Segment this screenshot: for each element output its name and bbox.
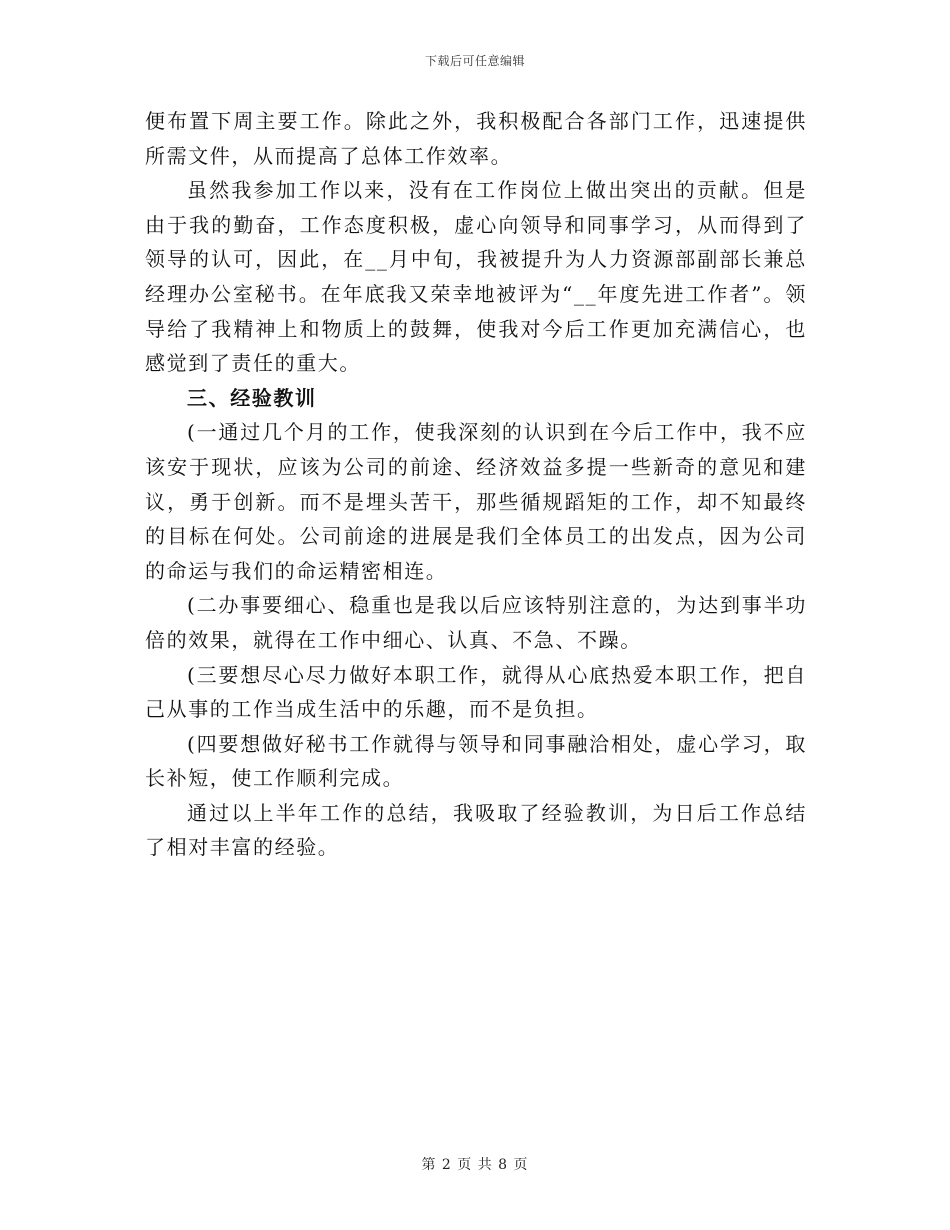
page-number: 第 2 页 共 8 页 xyxy=(421,1157,529,1173)
paragraph-lesson-3: (三要想尽心尽力做好本职工作，就得从心底热爱本职工作，把自己从事的工作当成生活中的乐趣，而不是负担。 xyxy=(145,662,807,722)
paragraph-conclusion: 通过以上半年工作的总结，我吸取了经验教训，为日后工作总结了相对丰富的经验。 xyxy=(145,800,807,860)
section-heading: 三、经验教训 xyxy=(187,385,317,410)
paragraph-lesson-2: (二办事要细心、稳重也是我以后应该特别注意的，为达到事半功倍的效果，就得在工作中细心、认真、不急、不躁。 xyxy=(145,593,807,652)
paragraph-continued: 便布置下周主要工作。除此之外，我积极配合各部门工作，迅速提供所需文件，从而提高了总体工作效率。 xyxy=(145,109,807,168)
header-note: 下载后可任意编辑 xyxy=(424,54,525,68)
paragraph-contribution: 虽然我参加工作以来，没有在工作岗位上做出突出的贡献。但是由于我的勤奋，工作态度积极，虚心向领导和同事学习，从而得到了领导的认可，因此，在__月中旬，我被提升为人力资源部副部长兼总经理办公室秘书。在年底我又荣幸地被评为“__年度先进工作者”。领导给了我精神上和物质上的鼓舞，使我对今后工作更加充满信心，也感觉到了责任的重大。 xyxy=(145,178,807,376)
paragraph-lesson-1: (一通过几个月的工作，使我深刻的认识到在今后工作中，我不应该安于现状，应该为公司的前途、经济效益多提一些新奇的意见和建议，勇于创新。而不是埋头苦干，那些循规蹈矩的工作，却不知最终的目标在何处。公司前途的进展是我们全体员工的出发点，因为公司的命运与我们的命运精密相连。 xyxy=(145,420,807,583)
paragraph-lesson-4: (四要想做好秘书工作就得与领导和同事融洽相处，虚心学习，取长补短，使工作顺利完成。 xyxy=(145,731,807,791)
document-body xyxy=(145,104,807,865)
